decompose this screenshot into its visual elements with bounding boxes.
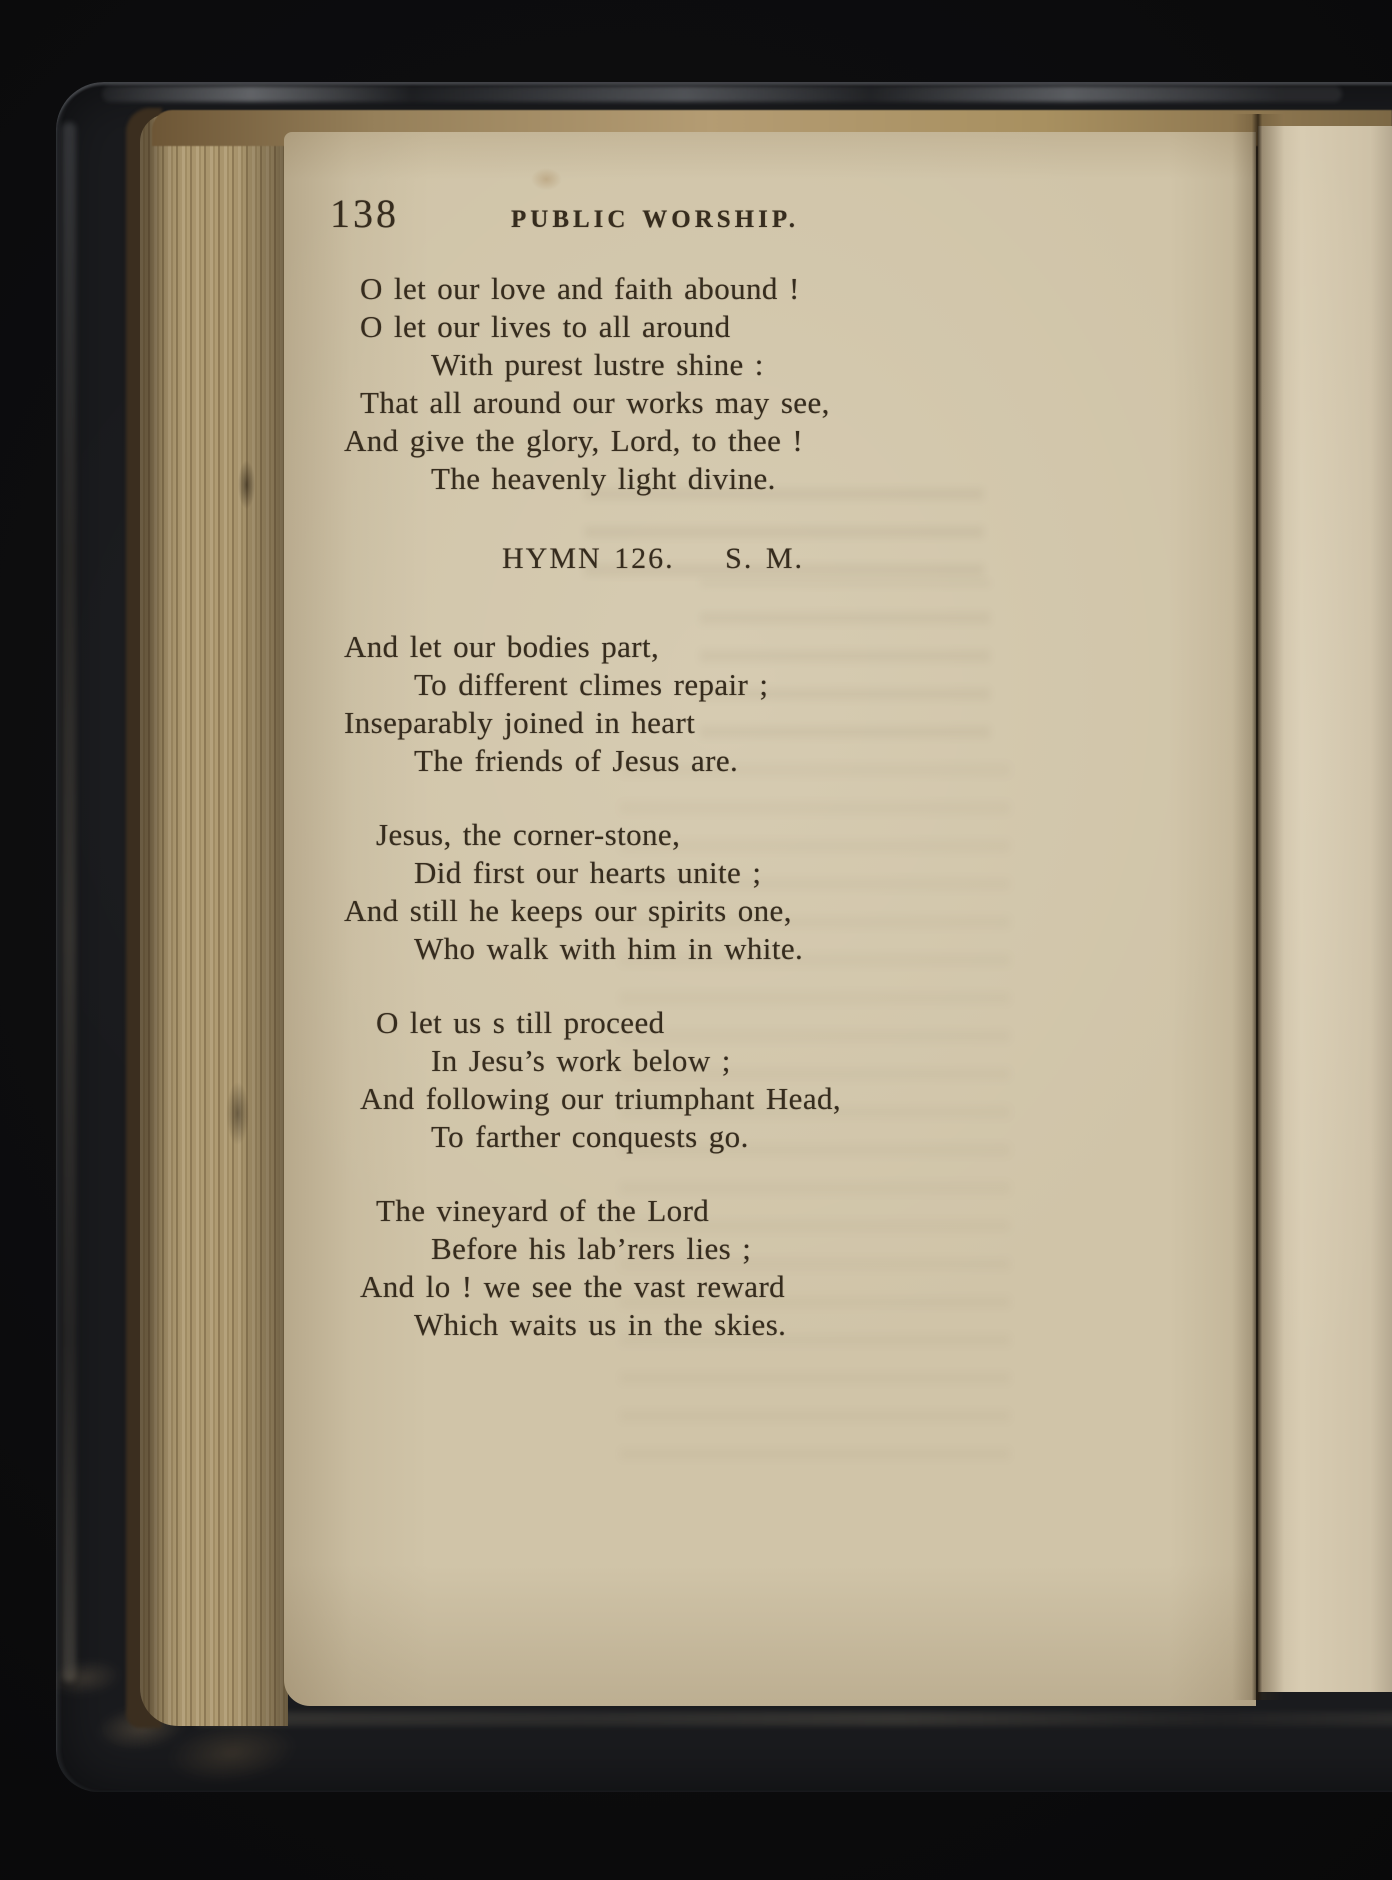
stanza-1	[284, 270, 1256, 498]
verse-line: With purest lustre shine :	[431, 347, 764, 382]
verse-line: And lo ! we see the vast reward	[360, 1269, 786, 1304]
page-fore-edge	[140, 114, 288, 1726]
verse-line: To different climes repair ;	[414, 667, 769, 702]
verse-line: Before his lab’rers lies ;	[431, 1231, 752, 1266]
hymn-heading	[502, 540, 1256, 578]
cover-left-edge-highlight	[62, 122, 76, 1682]
verse-line: O let our love and faith abound !	[360, 271, 800, 306]
stanza-4	[284, 1004, 1256, 1156]
book-page	[284, 132, 1256, 1706]
stanza-3	[284, 816, 1256, 968]
verse-line: And let our bodies part,	[344, 629, 660, 664]
printed-content	[284, 132, 1256, 1344]
verse-line: Which waits us in the skies.	[414, 1307, 787, 1342]
verse-line: The heavenly light divine.	[431, 461, 776, 496]
stanza-5	[284, 1192, 1256, 1344]
verse-line: Jesus, the corner-stone,	[376, 817, 681, 852]
verse-line: The vineyard of the Lord	[376, 1193, 710, 1228]
verse-line: Who walk with him in white.	[414, 931, 804, 966]
verse-line: And give the glory, Lord, to thee !	[344, 423, 804, 458]
gutter-shadow	[1232, 114, 1284, 1700]
hymn-meter: S. M.	[725, 542, 805, 575]
verse-line: And following our triumphant Head,	[360, 1081, 842, 1116]
verse-line: And still he keeps our spirits one,	[344, 893, 792, 928]
verse-line: That all around our works may see,	[360, 385, 830, 420]
verse-line: Did first our hearts unite ;	[414, 855, 762, 890]
verse-line: O let our lives to all around	[360, 309, 731, 344]
stanza-2	[284, 628, 1256, 780]
verse-line: Inseparably joined in heart	[344, 705, 696, 740]
cover-bottom-edge-highlight	[196, 1712, 1392, 1726]
page-header	[284, 190, 1256, 236]
running-header: PUBLIC WORSHIP.	[511, 206, 800, 233]
page-number: 138	[330, 191, 399, 236]
verse-line: In Jesu’s work below ;	[431, 1043, 731, 1078]
hymn-number: HYMN 126.	[502, 542, 675, 575]
verse-line: The friends of Jesus are.	[414, 743, 739, 778]
verse-line: To farther conquests go.	[431, 1119, 749, 1154]
verse-line: O let us s till proceed	[376, 1005, 665, 1040]
cover-top-edge-highlight	[102, 86, 1342, 102]
